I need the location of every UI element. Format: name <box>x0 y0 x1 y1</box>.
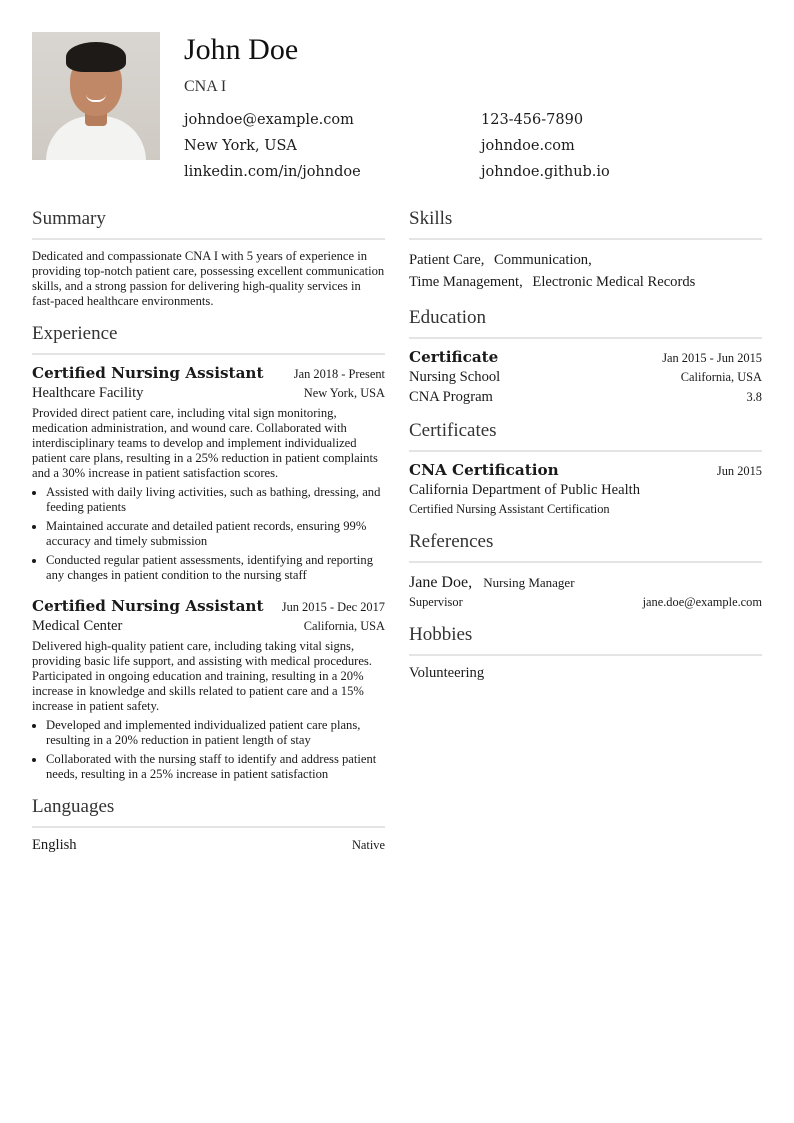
job-bullets <box>32 485 385 583</box>
references-heading: References <box>409 531 762 563</box>
reference-email[interactable]: jane.doe@example.com <box>642 595 762 609</box>
hobbies-section <box>409 624 762 682</box>
job-bullet: • Assisted with daily living activities, such as bathing, dressing, and feeding patients <box>46 485 385 515</box>
skills-heading: Skills <box>409 208 762 240</box>
language-level: Native <box>351 838 385 852</box>
job-location: New York, USA <box>303 386 385 400</box>
certificates-heading: Certificates <box>409 420 762 452</box>
skill-item: Time Management, <box>409 274 523 290</box>
candidate-name: John Doe <box>184 33 299 66</box>
certificate-issuer: California Department of Public Health <box>409 482 640 498</box>
education-school: Nursing School <box>409 369 501 385</box>
job-bullets <box>32 718 385 782</box>
contact-grid <box>184 110 762 182</box>
education-section <box>409 307 762 406</box>
job-description: Provided direct patient care, including vital sign monitoring, medication administration, and wound care. Collaborated with interdisciplinary teams to develop and implement individualized patient care plans, resulting in a 25% reduction in patient complaints and a 30% increase in patient satisfaction scores. <box>32 406 378 480</box>
skills-section <box>409 208 762 293</box>
job-entry <box>32 597 385 782</box>
job-title: Certified Nursing Assistant <box>32 364 264 382</box>
summary-text: Dedicated and compassionate CNA I with 5 years of experience in providing top-notch patient care, possessing excellent communication skills, and a strong passion for delivering high-quality services in fast-paced healthcare environments. <box>32 249 385 308</box>
job-dates: Jun 2015 - Dec 2017 <box>281 600 385 614</box>
summary-section <box>32 208 385 309</box>
languages-heading: Languages <box>32 796 385 828</box>
skill-item: Patient Care, <box>409 252 485 268</box>
references-section <box>409 531 762 610</box>
job-entry <box>32 364 385 583</box>
reference-role: Nursing Manager <box>483 575 575 590</box>
contact-location: New York, USA <box>184 138 297 154</box>
right-column <box>409 208 762 868</box>
job-dates: Jan 2018 - Present <box>293 367 385 381</box>
education-heading: Education <box>409 307 762 339</box>
reference-name: Jane Doe, <box>409 574 473 591</box>
reference-relation: Supervisor <box>409 595 463 609</box>
experience-section <box>32 323 385 782</box>
language-name: English <box>32 837 77 853</box>
job-bullet: • Conducted regular patient assessments, identifying and reporting any changes in patient condition to the nursing staff <box>46 553 385 583</box>
education-gpa: 3.8 <box>746 390 762 404</box>
resume-page <box>32 32 762 868</box>
skill-item: Communication, <box>494 252 592 268</box>
education-degree: Certificate <box>409 348 499 366</box>
job-location: California, USA <box>303 619 385 633</box>
education-dates: Jan 2015 - Jun 2015 <box>662 351 762 365</box>
header-info <box>184 32 762 192</box>
summary-heading: Summary <box>32 208 385 240</box>
hobby-item: Volunteering <box>409 665 485 681</box>
certificate-name: CNA Certification <box>409 461 559 479</box>
job-company: Healthcare Facility <box>32 385 144 401</box>
certificates-section <box>409 420 762 517</box>
languages-section <box>32 796 385 854</box>
contact-phone[interactable]: 123-456-7890 <box>481 112 584 128</box>
job-description: Delivered high-quality patient care, including taking vital signs, providing basic life support, and assisting with medical procedures. Participated in ongoing education and training, resulting in a 20% increase in knowledge and skills related to patient care and a 15% increase in patient safety. <box>32 639 372 713</box>
contact-website[interactable]: johndoe.com <box>481 138 575 154</box>
contact-github[interactable]: johndoe.github.io <box>481 164 610 180</box>
certificate-description: Certified Nursing Assistant Certification <box>409 502 610 516</box>
job-title: Certified Nursing Assistant <box>32 597 264 615</box>
certificate-date: Jun 2015 <box>716 464 762 478</box>
job-company: Medical Center <box>32 618 123 634</box>
resume-columns <box>32 208 762 868</box>
photo-hair <box>66 42 126 72</box>
education-location: California, USA <box>680 370 762 384</box>
education-program: CNA Program <box>409 389 493 405</box>
job-bullet: • Maintained accurate and detailed patient records, ensuring 99% accuracy and timely submission <box>46 519 385 549</box>
candidate-title: CNA I <box>184 78 227 95</box>
skill-item: Electronic Medical Records <box>532 274 696 290</box>
left-column <box>32 208 385 868</box>
job-bullet: • Collaborated with the nursing staff to identify and address patient needs, resulting in a 25% increase in patient satisfaction <box>46 752 385 782</box>
job-bullet: • Developed and implemented individualized patient care plans, resulting in a 20% reduction in patient length of stay <box>46 718 385 748</box>
hobbies-heading: Hobbies <box>409 624 762 656</box>
skills-list <box>409 249 762 293</box>
profile-photo <box>32 32 160 160</box>
contact-email[interactable]: johndoe@example.com <box>184 112 354 128</box>
resume-header <box>32 32 762 192</box>
experience-heading: Experience <box>32 323 385 355</box>
contact-linkedin[interactable]: linkedin.com/in/johndoe <box>184 164 361 180</box>
